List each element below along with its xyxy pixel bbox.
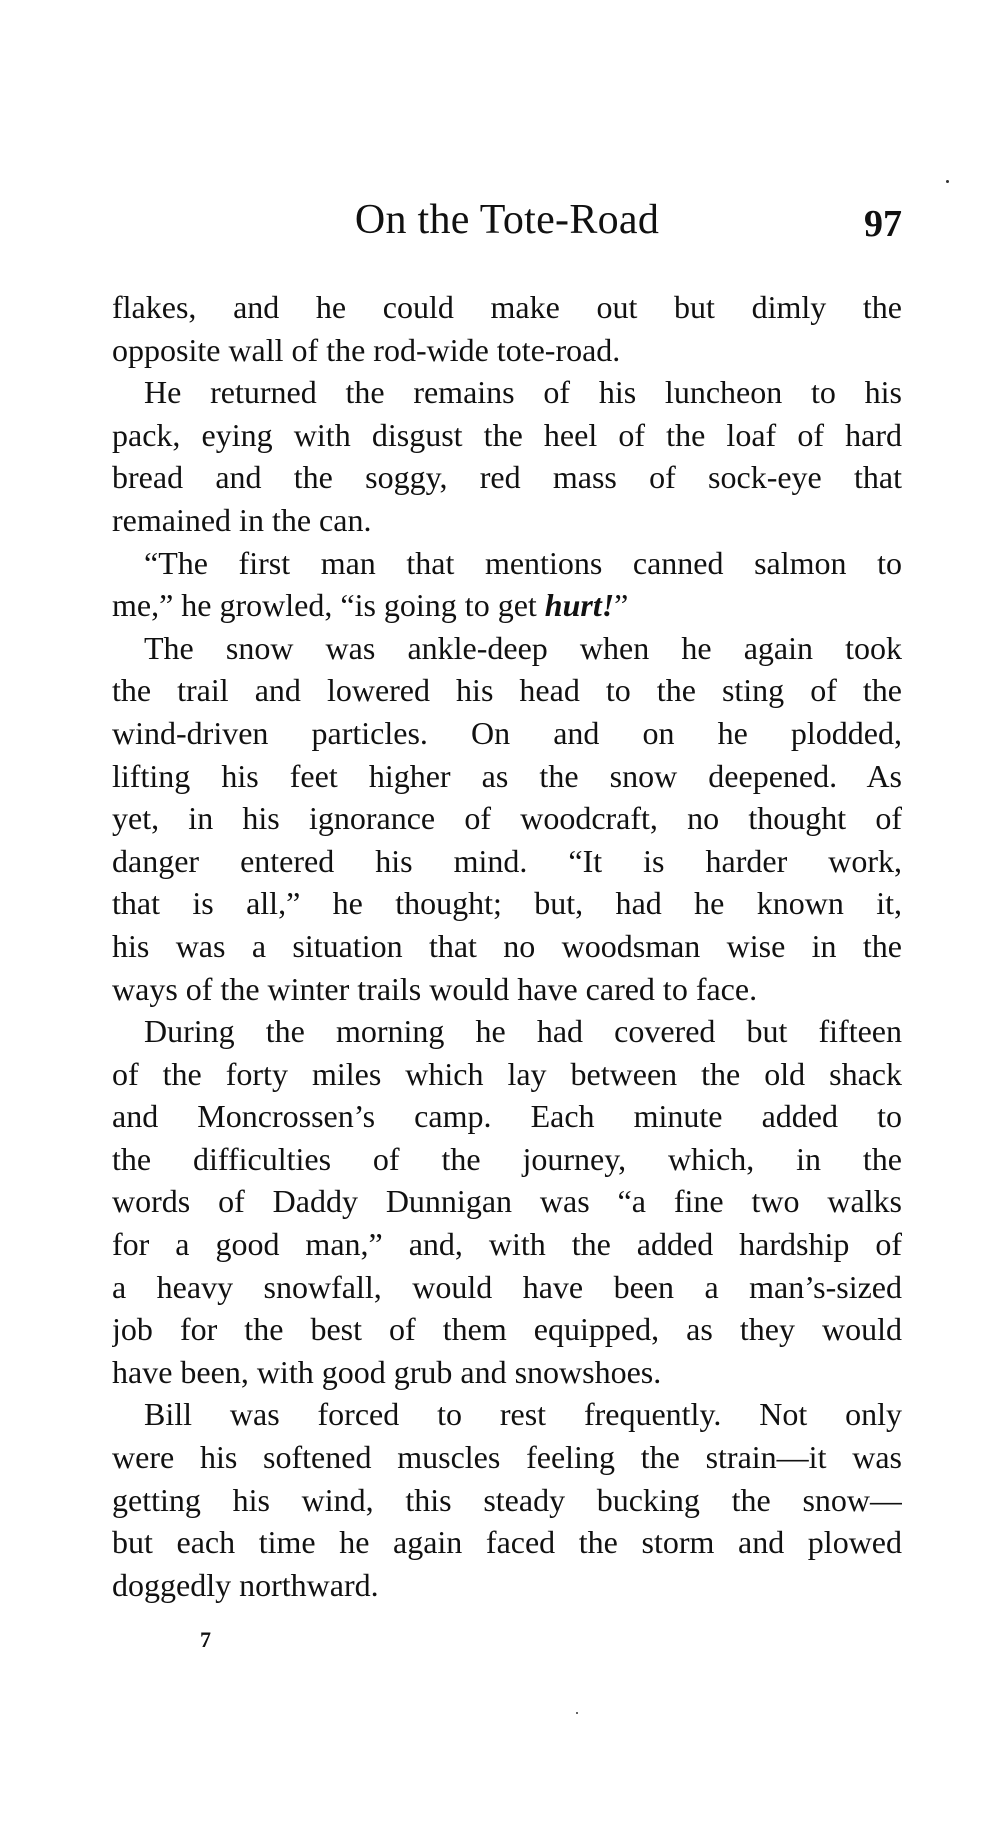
closing-quote: ” (614, 587, 629, 624)
text-line: getting his wind, this steady bucking the snow— (112, 1481, 902, 1518)
text-line: words of Daddy Dunnigan was “a fine two walks (112, 1183, 902, 1220)
text-line: the trail and lowered his head to the sting of the (112, 672, 902, 709)
text-line: have been, with good grub and snowshoes. (112, 1353, 662, 1390)
text-line: lifting his feet higher as the snow deepened. As (112, 757, 902, 794)
text-line: yet, in his ignorance of woodcraft, no thought of (112, 800, 902, 837)
text-line: opposite wall of the rod-wide tote-road. (112, 331, 621, 368)
running-head (112, 192, 902, 248)
text-line: “The first man that mentions canned salmon to (144, 544, 902, 581)
text-line: of the forty miles which lay between the old shack (112, 1055, 902, 1092)
page-number: 97 (864, 203, 902, 245)
text-line: job for the best of them equipped, as they would (112, 1311, 902, 1348)
text-line: a heavy snowfall, would have been a man’s-sized (112, 1268, 902, 1305)
text-line: the difficulties of the journey, which, in the (112, 1140, 902, 1177)
text-line: pack, eying with disgust the heel of the loaf of hard (112, 416, 902, 453)
text-line: bread and the soggy, red mass of sock-eye that (112, 459, 902, 496)
body-text (112, 286, 902, 1606)
paper-speck (946, 180, 949, 183)
text-line: and Moncrossen’s camp. Each minute added to (112, 1098, 902, 1135)
text-fragment: me,” he growled, “is going to get (112, 587, 537, 624)
text-line: were his softened muscles feeling the strain—it was (112, 1439, 902, 1476)
text-line: doggedly northward. (112, 1566, 379, 1603)
text-line: ways of the winter trails would have cared to face. (112, 970, 758, 1007)
running-title: On the Tote-Road (354, 197, 660, 243)
text-line: for a good man,” and, with the added hardship of (112, 1226, 902, 1263)
text-line: his was a situation that no woodsman wise in the (112, 927, 902, 964)
text-line: danger entered his mind. “It is harder work, (112, 842, 902, 879)
signature-mark: 7 (200, 1627, 211, 1652)
text-line: He returned the remains of his luncheon to his (144, 374, 902, 411)
text-line-with-emphasis (112, 584, 902, 627)
text-line: that is all,” he thought; but, had he known it, (112, 885, 902, 922)
text-line: but each time he again faced the storm and plowed (112, 1524, 902, 1561)
text-line: wind-driven particles. On and on he plodded, (112, 714, 902, 751)
text-line: During the morning he had covered but fifteen (144, 1013, 902, 1050)
text-line: flakes, and he could make out but dimly the (112, 289, 902, 325)
emphasis-word: hurt! (544, 587, 615, 624)
paper-speck (576, 1712, 578, 1714)
text-line: The snow was ankle-deep when he again took (144, 629, 902, 666)
text-line: Bill was forced to rest frequently. Not only (144, 1396, 902, 1433)
text-line: remained in the can. (112, 501, 372, 538)
